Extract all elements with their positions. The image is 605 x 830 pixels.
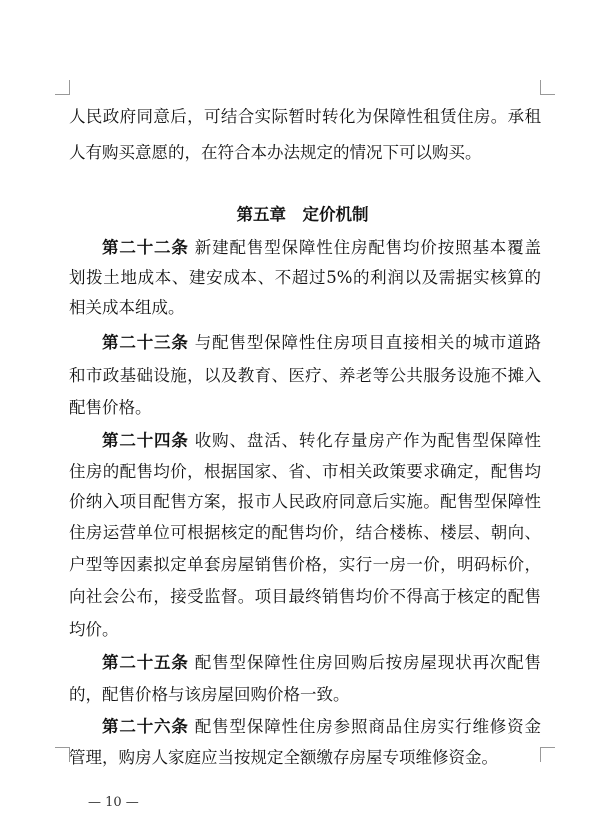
crop-mark-bottom-right — [540, 747, 555, 762]
paragraph-line: 划拨土地成本、建安成本、不超过5%的利润以及需据实核算的 — [69, 268, 541, 287]
paragraph-line: 户型等因素拟定单套房屋销售价格，实行一房一价，明码标价， — [69, 555, 541, 574]
paragraph-line: 均价。 — [69, 620, 119, 639]
crop-mark-top-left — [55, 80, 70, 95]
chapter-title: 第五章 定价机制 — [236, 205, 369, 224]
paragraph-line: 住房的配售均价，根据国家、省、市相关政策要求确定，配售均 — [69, 462, 541, 481]
paragraph-line: 的，配售价格与该房屋回购价格一致。 — [69, 685, 350, 704]
article-number: 第二十四条 — [102, 431, 189, 450]
article-number: 第二十五条 — [102, 653, 189, 672]
article-25-first-line — [102, 651, 541, 675]
page-number: — 10 — — [88, 795, 139, 810]
article-text: 配售型保障性住房参照商品住房实行维修资金 — [194, 717, 542, 736]
article-24-first-line — [102, 429, 541, 453]
article-text: 新建配售型保障性住房配售均价按照基本覆盖 — [194, 238, 542, 257]
article-26-first-line — [102, 715, 541, 739]
paragraph-line: 人有购买意愿的，在符合本办法规定的情况下可以购买。 — [69, 143, 482, 162]
article-text: 配售型保障性住房回购后按房屋现状再次配售 — [194, 653, 542, 672]
crop-mark-top-right — [540, 80, 555, 95]
paragraph-line: 相关成本组成。 — [69, 298, 185, 317]
crop-mark-bottom-left — [55, 747, 70, 762]
paragraph-line: 管理，购房人家庭应当按规定全额缴存房屋专项维修资金。 — [69, 748, 498, 767]
paragraph-line: 价纳入项目配售方案，报市人民政府同意后实施。配售型保障性 — [69, 492, 541, 511]
article-text: 与配售型保障性住房项目直接相关的城市道路 — [194, 333, 542, 352]
article-number: 第二十三条 — [102, 333, 189, 352]
article-22-first-line — [102, 236, 541, 260]
article-number: 第二十六条 — [102, 717, 189, 736]
paragraph-line: 住房运营单位可根据核定的配售均价，结合楼栋、楼层、朝向、 — [69, 523, 541, 542]
article-text: 收购、盘活、转化存量房产作为配售型保障性 — [194, 431, 542, 450]
article-23-first-line — [102, 331, 541, 355]
paragraph-line: 人民政府同意后，可结合实际暂时转化为保障性租赁住房。承租 — [69, 107, 541, 126]
paragraph-line: 和市政基础设施，以及教育、医疗、养老等公共服务设施不摊入 — [69, 366, 541, 385]
article-number: 第二十二条 — [102, 238, 189, 257]
paragraph-line: 配售价格。 — [69, 398, 152, 417]
paragraph-line: 向社会公布，接受监督。项目最终销售均价不得高于核定的配售 — [69, 587, 541, 606]
